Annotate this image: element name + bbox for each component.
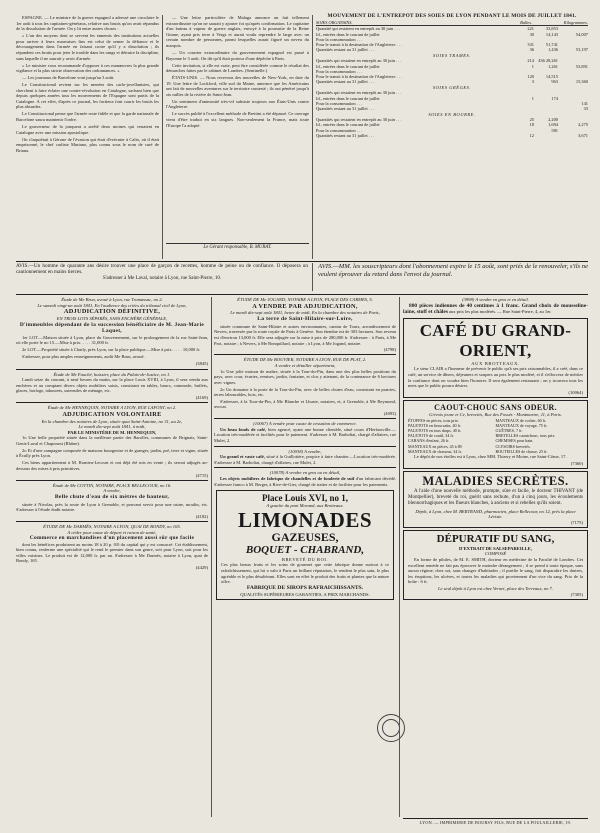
list-item: PALETOTS en beau satin, 40 fr. [408,422,462,428]
column-divider [211,297,212,817]
ad-head: (10067) A vendre pour cause de cessation de commerce. [253,421,357,427]
ad-reference: (4798) [383,347,396,353]
market-cell: 33 [583,105,588,111]
ad-body: 1o Une belle propriété située dans la meilleure partie des Barolles, communes de Brignais, Saint-Genis-Laval et Chaponost (Rhône). [16,435,208,447]
list-item: CABANS d'enfant, 26 fr. [408,438,450,444]
ad-cafe-sale [214,421,396,443]
ad-sub: Le samedi vingt-un août 1841, En l'audience des criées du tribunal civil de Lyon, [37,302,187,308]
market-cell: Pour la consommation . . . [316,127,363,133]
market-cell: 14,515 [545,73,558,79]
ad-head: Étude de Me COTTIN, NOTAIRE, PLACE BELLECOUR, no 16. [52,482,172,488]
news-paragraph: Un sentiment d'animosité très-vif subsiste toujours aux États-Unis contre l'Angleterre. [166,98,309,110]
depuratif-title: DÉPURATIF DU SANG, [436,532,555,545]
ad-reference: (10064) [568,389,583,395]
list-item: ÉTOFFES en pièces, tous prix. [408,417,459,423]
ad-title: ADJUDICATION DÉFINITIVE, [63,308,161,316]
ad-title: Belle chute d'eau de six mètres de hauteur, [54,493,170,500]
market-title: MOUVEMENT DE L'ENTREPÔT DES SOIES DE LYON PENDANT LE MOIS DE JUILLET 1841. [327,13,577,19]
ad-fauche [16,372,208,401]
market-cell: 30 [529,31,534,37]
market-cell: 214 [527,58,534,64]
ad-title: ADJUDICATION VOLONTAIRE [62,410,162,418]
market-cell: Quantité qui restaient en entrepôt au 30 juin . . . [316,26,400,32]
news-paragraph: — Une lettre particulière de Malaga annonce un fait tellement extraordinaire qu'on ne saurait y ajouter foi qu'après confirmation. Le capitaine d'un bateau à vapeur de guerre anglais, envoyé à la poursuite de la Reine Gitane, ayant pris terre à Vergs et aurait voulu reprendre le large avec un certain nombre de personnes, parmi lesquelles aurait figuré un neveu du marquis. [166,15,309,48]
market-cell: 120 [527,73,534,79]
market-cell: 18 [529,122,534,128]
ad-indiennes [403,297,588,316]
ad-body: 2o Et d'une campagne composée de maisons bourgeoise et de granger, jardin, pré, terre et vigne, située à Écully près Lyon. [16,447,208,459]
market-cell: 14,143 [545,31,558,37]
limonades-sub: A gauche du pont Morand, aux Brotteaux. [266,503,344,509]
ad-body [214,427,396,444]
news-paragraph: Le gouverneur de la jonquera a arrêté deux moines qui venaient en Catalogne avec une mission apostolique. [16,124,159,135]
ad-divider [16,402,208,403]
ad-sub: EN TROIS LOTS SÉPARÉS, SANS ENCHÈRE GÉNÉRALE, [56,315,168,321]
list-item: PALETOTS de coutil, 34 fr. [408,433,454,439]
market-cell: 581 [551,127,558,133]
ad-reference: (7305) [570,591,583,597]
depuratif-depot: Le seul dépôt à Lyon est chez Vernet, place des Terreaux, no 7. [438,586,553,592]
ad-body: Le sieur CLAIR a l'honneur de prévenir le public qu'à ses prix raisonnables, il a créé, dans ce café, un service de dîners, déjeuners et soupers au prix le plus modéré, et il s'efforcera de mériter la confiance dont on voudra bien l'honorer. Il sera également restaurant ; on y trouvera tous les mets que le public pourra désirer. [408,366,583,389]
depuratif-sub: D'EXTRAIT DE SALSEPAREILLE, [459,545,532,551]
news-paragraph: — Les journaux de Barcelone vont jusqu'au 3 août. [22,75,115,81]
market-cell: Id., entrées dans le courant de juillet [316,63,380,69]
news-paragraph: » Le ministre vous recommande d'opposer à ces manœuvres la plus grande vigilance et la plus stricte observation des ordonnances. » [16,62,159,74]
ad-sub: PAR LE MINISTÈRE DE M. HENNEQUIN, [67,429,157,435]
ad-title: A VENDRE PAR ADJUDICATION, [252,302,358,310]
printer-footer: LYON. — IMPRIMERIE DE BOURSY FILS, RUE DE LA POULAILLERIE, 19. [419,820,572,825]
market-cell: 15,360 [575,79,588,85]
market-cell [534,133,558,138]
banner-top-rule [16,261,588,262]
notice-right [318,263,588,293]
market-cell: 1,261 [548,63,558,69]
caoutchouc-title: CAOUT-CHOUC SANS ODEUR. [434,402,557,412]
ad-title: Un beau fonds de café, [220,426,267,432]
ad-body [214,476,396,487]
list-item: MANTEAUX de chasseur, 34 fr. [408,448,462,454]
notice-left-text: AVIS.—Un homme de quarante ans désire trouver une place de garçon de recettes, homme de peine ou de confiance. Il déposera un cautionnement en mains tierces. [16,263,308,276]
ad-hennequin [16,405,208,477]
ad-body: située à Nivolas, près la route de Lyon à Grenoble, et pouvant servir pour une usine, moulin, etc. S'adresser à l'étude dudit notaire. [16,501,208,513]
list-item: CHEMISES pour bain. [495,438,534,444]
caoutchouc-ad [403,400,588,469]
notice-left-address: S'adresser à Me Laval, notaire à Lyon, rue Saint-Pierre, 10. [102,275,222,281]
market-cell: 51,741 [545,41,558,47]
ad-text: situé à la Guillotière, propice à faire chantier.—Location très-modérée. S'adresser à M. Barboliat, chargé d'affaires, rue Mulet, 2. [214,454,396,465]
ad-title: Les objets mobiliers de fabrique de chandelles et de fonderie de suif [220,476,355,481]
ad-jogand [214,297,396,352]
ad-sub: Le mardi dix-sept août 1841, heure de midi, En la chambre des notaires de Paris, [230,310,380,316]
ads-column-2 [214,297,396,817]
market-cell [534,106,558,111]
caoutchouc-list-left [408,418,496,454]
footer-rule [403,818,588,819]
ad-body: A l'aide d'une nouvelle méthode, prompte, sûre et facile, le docteur THIVANT (de Montpellier), breveté du roi, guérit sans rechute, d'un à cinq jours, les écoulements blennorrhagiques et les flueurs blanches, à anciens et si rebelles qu'ils soient. [408,488,583,507]
ad-head: ÉTUDE DE Me JOGAND, NOTAIRE A LYON, PLACE DES CARMES, 5. [237,297,373,302]
list-item: MANTEAUX de cocher, 60 fr. [495,417,547,423]
market-row [316,106,588,111]
ad-text: aux prix les plus modérés. — Rue Saint-Pierre, 4, au 1er. [449,309,552,315]
market-cell: 36 [529,47,534,53]
news-paragraph: Le Constitucional revient sur les menées des carlo-jovellanistes, qui cherchent à faire éclater une contre-révolution en Catalogne, sachant bien que depuis quelques années tous les mouvements de l'Espagne sont partis de la Catalogne. A cet effet, d'après ce journal, les factieux font courir les bruits les plus absurdes. [16,82,159,110]
ad-reference: (4715) [195,472,208,478]
column-divider [312,263,313,291]
list-item: BRETELLES caoutchouc, tous prix. [495,433,556,439]
ad-sub: Le mardi dix-sept août 1841, à midi, [78,424,146,430]
market-cell: 331 [527,41,534,47]
limonades-maker: BOQUET - CHABRAND, [245,543,365,556]
market-cell: 25 [529,117,534,123]
ad-divider [214,354,396,355]
ad-sub: A céder pour cause de départ et raison de santé, [67,529,157,535]
market-cell: Quantités restant au 31 juillet . . . [316,47,375,53]
ad-head: Étude de Me Brun, avoué à Lyon, rue Tramassac, no 2. [61,297,163,302]
news-paragraph: Cette invitation, si elle est vraie, peut être considérée comme le résultat des démarches faites par le cabinet de Londres. (Sentinelle.) [166,62,309,74]
market-row [316,47,588,52]
market-cell: 1,694 [548,122,558,128]
ad-head: (10078) A vendre en gros ou en détail, [269,470,341,476]
market-head-balles: Balles. [520,20,532,26]
limonades-fabrique: FABRIQUE DE SIROPS RAFRAICHISSANTS. [246,584,364,591]
ad-sub: En la chambre des notaires de Lyon, située quai Saint-Antoine, no 31, au 2e, [41,418,183,424]
limonades-place: Place Louis XVI, no 1, [261,493,348,504]
ad-title: La terre de Saint-Hilaire-sur-Loire, [257,315,353,322]
ad-divider [16,480,208,481]
cafe-grand-orient-ad [403,318,588,398]
market-body [316,26,588,138]
market-cell: 141 [581,100,588,106]
gerant-line: Le Gérant responsable, B. MURAT. [166,243,309,250]
market-category: SOIES GRÈGES. [432,85,472,91]
ad-title: 800 pièces indiennes de 40 centimes à 1 franc. Grand choix de mousseline-laine, stoff et châles [403,302,588,316]
cafe-title: CAFÉ DU GRAND-ORIENT, [419,320,572,360]
ads-column-3 [403,297,588,817]
ad-cottin [16,483,208,519]
silk-market-table [316,13,588,258]
ad-divider [214,446,396,447]
market-cell: Quantités qui restaient en entrepôt au 30 juin . . . [316,117,402,123]
market-cell: 221 [527,26,534,32]
maladies-secretes-ad [403,471,588,528]
market-row [316,79,588,84]
limonades-ad [216,490,394,600]
news-paragraph: On s'inquiétait à Gérone de l'évasion qui était d'exécuter à Calix, où il était emprisonné, le chef carliste Mariano, plus connu sous le nom de curé de Briana. [16,136,159,153]
ad-brun [16,297,208,366]
market-cell: 1 [531,63,534,69]
ad-body: 1er LOT.—Maison située à Lyon, place du Gouvernement, sur le prolongement de la rue Saint-Jean, où elle porte le no 15.—Mise à prix. . . . . 31,000 fr. [16,334,208,346]
depuratif-sub2: COMPOSÉ [484,551,507,557]
market-cell: Quantités restant au 31 juillet . . . [316,132,375,138]
market-cell: 53,891 [575,63,588,69]
column-divider [162,15,163,259]
ad-title: Un grand et vaste café, [220,454,265,460]
market-cell: Pour le transit à la destination de l'Angleterre . . . [316,41,403,47]
ad-body: 1o Une jolie maison de maître, située à la Tour-du-Pin, dans une des plus belles positions du pays, avec cour, écuries, remises, jardin, fontaine, et clos y attenant, de la contenance de 6 hectares avec vignes. [214,368,396,385]
limonades-title: LIMONADES [237,507,373,532]
market-cell: 3 [531,79,534,85]
ad-reference: (7360) [570,460,583,466]
market-cell: 54,007 [575,31,588,37]
list-item: GUÊTRES, 7 fr. [495,427,523,433]
ad-divider [214,467,396,468]
news-column-2 [166,15,309,241]
column-divider [312,15,313,259]
ad-body [403,303,588,316]
ad-chandelles [214,470,396,487]
maladies-depot: Dépôt, à Lyon, chez M. BERTRAND, pharmacien, place Bellecour, no 12, près la place Léviste. [415,508,576,520]
ad-body: 2o Un domaine à la porte de la Tour-du-Pin, avec de belles chutes d'eau, consistant en prairies, terres labourables, bois, etc. [214,386,396,398]
ad-body: Ces biens appartiennent à M. Romieu-Lecourt et ont déjà été mis en vente ; ils seront adjugés au-dessous des mises à prix primitives. [16,460,208,471]
market-head-label: SOIES ORGANSINS. [316,20,353,26]
ad-body: 2e LOT.—Propriété située à Charly, près Lyon, sur la place publique.—Mise à prix. . . . . 10,000 fr. [22,347,201,353]
market-cell: Id., entrées dans le courant de juillet [316,95,380,101]
news-column-1 [16,15,159,241]
market-cell: 3,671 [578,132,588,138]
market-cell: Quantités qui restaient en entrepôt au 30 juin . . . [316,90,402,96]
market-cell: 12 [529,132,534,138]
caoutchouc-list-right [496,418,584,454]
list-item: MANTEAUX de voyage, 75 fr. [495,422,548,428]
market-cell: 1,436 [548,47,558,53]
ad-divider [16,521,208,522]
news-paragraph: ESPAGNE. — Le ministre de la guerre espagnol a adressé une circulaire le 1er août à tous les capitaines-généraux, relative aux bruits qu'on avait répandus de la dissolution de l'armée. On y lit entre autres choses : [16,15,159,32]
ad-reference: (7175) [570,519,583,525]
news-paragraph: ÉTATS-UNIS. — Nous recevons des nouvelles de New-York, en date du 19. Une lettre de Lockford, ville sud du Maine, annonce que les Américains ont fait de nouvelles aventures sur le territoire contesté ; ils ont pénétré jusqu'à six milles de la rivière de Saint-Jean. [166,75,309,97]
ad-text: bien agencé, ayant une bonne clientèle, situé cours d'Herbouville.—Location très-modérée et facilités pour le paiement. S'adresser à M. Barboliat, chargé d'affaires, rue Mulet, 2. [214,426,396,444]
ad-head: Étude de Me HENNEQUIN, NOTAIRE A LYON, RUE LAFONT, no 2. [47,405,177,411]
ad-divider [214,418,396,419]
ad-reference: (4182) [195,513,208,519]
ad-body: Lundi seize du courant, à neuf heures du matin, sur la place Louis XVIII, à Lyon, il sera vendu aux enchères et au comptant divers objets mobiliers saisis, consistant en tables, bancs, commode, buffets, glaces, horloge, tabourets, ustensiles de ménage, etc. [16,377,208,394]
ad-reference: (4169) [195,395,208,401]
library-stamp-inner-icon [382,719,400,737]
news-paragraph: Le succès publié à l'excellent méthode de Breitini a été dépassé. Ce ouvrage vient d'être traduit en six langues. Non-seulement la France, mais toute l'Europe l'a adopté. [166,111,309,128]
ad-grand-cafe [214,449,396,466]
ad-head: (3998) A vendre en gros et en détail. [462,297,529,302]
list-item: MANTEAUX en pièces, 45 à 80 [408,443,462,449]
ad-reference: (4429) [195,565,208,571]
ads-column-1 [16,297,208,817]
banner-bottom-rule [16,294,588,295]
ad-divider [16,369,208,370]
market-cell: 53,197 [575,47,588,53]
ad-body: Le dépôt de nos étoffes est à Lyon, chez MM. Thierry et Moine, rue Saint-Côme, 17. [414,453,567,459]
ad-reference: (4093) [383,411,396,417]
ad-body: En forme de pilules, de M. E. SMITH, docteur en médecine de la Faculté de Londres. Cet excellent remède ne fait pas éprouver le moindre dérangement ; il se prend à toute époque, sans aucun régime, chez soi, sans changer d'habitudes ; il purifie le sang, fait disparaître les dartres, les éruptions, les ulcères, et toutes les maladies qui proviennent d'un vice du sang. Prix de la boîte : 6 fr. [408,556,583,585]
ad-bouvier [214,357,396,416]
market-cell: Pour la consommation . . . [316,36,363,42]
limonades-brevet: BREVETÉ DU ROI. [281,556,329,562]
market-cell: 436 28,261 [538,58,558,64]
market-cell: 1 [531,95,534,101]
market-head-kilos: Kilogrammes. [563,20,588,26]
list-item: BOUTEILLES de chasse, 25 fr. [495,448,548,454]
maladies-title: MALADIES SECRÈTES. [422,473,569,488]
ad-text: d'un fabricant décédé. S'adresser franco à M. Berger, à Rive-de-Gier, chargé de traiter et de faciliter pour les paiements. [214,476,396,487]
market-cell: Pour la consommation . . . [316,100,363,106]
ad-sub: A vendre et détailler séparément, [274,362,336,368]
subscriber-notice: AVIS.—MM. les souscripteurs dont l'abonnement expire le 15 août, sont priés de le renouveler, s'ils ne veulent éprouver du retard dans l'envoi du journal. [318,263,588,278]
notice-left [16,263,308,293]
limonades-qualites: QUALITÉS SUPÉRIEURES GARANTIES, A PRIX MARCHANDS. [240,591,370,597]
limonades-body: Ces plus beaux fruits et les soins de gourmet que cette fabrique donne surtout à ce rafraîchissement, qui lui a valu à Paris un brillant réputation, le rendent le plus sain, le plus agréable et le plus désaltérant. Elles sont en effet le produit des fruits et plantes que la nature offre. [221,562,389,585]
market-cell: 33,853 [545,26,558,32]
ad-body: S'adresser, à la Tour-du-Pin, à Me Blanche et Lhuste, notaires, et, à Grenoble, à Me Reymond, avocat. [214,398,396,410]
ad-head: Étude de Me Fauché, huissier, place du Palais-de-Justice, no 1. [53,371,171,377]
list-item: PALETOTS en tous draps, 40 fr. [408,427,462,433]
market-cell: 2,275 [578,122,588,128]
list-item: CLYSOIRS brevetés. [495,443,531,449]
ad-head: (10038) A vendre, [288,448,322,454]
ad-body [214,454,396,465]
market-cell: Quantités restant au 31 juillet . . . [316,79,375,85]
market-cell: Quantités restant au 31 juillet . . . [316,105,375,111]
ad-body: S'adresser, pour plus amples renseignements, audit Me Brun, avoué. [22,353,145,359]
ad-sub: A vendre, [103,488,121,494]
market-cell: 2,200 [548,117,558,123]
market-cell: Id., entrées dans le courant de juillet [316,122,380,128]
ad-body: située commune de Saint-Hilaire et autres environnantes, canton de Tours, arrondissement de Nevers, traversée par la route royale de Paris à Genève. Son étendue est de 303 hectares. Son revenu est d'environ 13,000 fr. Elle sera adjugée sur la mise à prix de 280,000 fr. S'adresser : à Paris, à Me Prot, notaire ; à Nevers, à Me Bonquillard, notaire ; à Lyon, à Me Jogand, notaire. [214,323,396,346]
ad-head: ÉTUDE DE Me DARMÈS, NOTAIRE A LYON, QUAI DE BONDY, no 165. [43,523,181,529]
caoutchouc-sub: Grivois jeune et Ce, brevetés, Rue des Fossés - Montmartre, 11, à Paris. [429,411,562,417]
market-cell: Pour la consommation . . . [316,68,363,74]
news-paragraph: Le Constitucional pense que l'armée reste fidèle et que la garde nationale de Barcelone saura maintenir l'ordre. [16,111,159,123]
market-cell: Id., entrées dans le courant de juillet [316,31,380,37]
news-paragraph: — Un courrier extraordinaire du gouvernement espagnol est passé à Bayonne le 3 août. On dit qu'il était porteur d'une dépêche à Paris. [166,49,309,61]
ad-body: dont les bénéfices produisent au moins 18 à 20 p. 0/0 du capital qui y est consacré. Cet établissement, bien connu, renferme une spécialité qui le rend le premier dans son genre, soit pour Lyon, soit pour les villes voisines. Le produit est de 12,000 fr. par an. S'adresser à Me Darmès, notaire à Lyon, quai de Bondy, 165. [16,541,208,564]
market-cell [518,106,534,111]
market-category: SOIES TRAMES. [432,53,472,59]
cafe-sub: AUX BROTTEAUX. [471,360,520,366]
market-cell: 174 [551,95,558,101]
news-paragraph: « L'un des moyens dont se servent les ennemis des institutions actuelles pour arriver à leurs mauvaises fins est celui de semer la défiance et le découragement dans l'armée en faisant croire qu'il y a dissolution ; ils répandent ces bruits pour jeter le trouble dans les rangs et détruire la discipline, sans laquelle il ne saurait y avoir d'armée. [16,33,159,61]
ad-head: ÉTUDE DE Me BOUVIER, NOTAIRE A LYON, RUE DE PLAT, 2. [243,357,367,363]
market-category: SOIES EN BOURRE. [428,112,476,118]
depuratif-ad [403,530,588,600]
ad-reference: (3845) [195,360,208,366]
market-cell: 963 [551,79,558,85]
market-row [316,133,588,138]
ad-title: D'immeubles dépendant de la succession bénéficiaire de M. Jean-Marie Laquet, [19,321,205,335]
market-cell: Pour le transit à la destination de l'Angleterre . . . [316,73,403,79]
ad-darmes [16,524,208,570]
market-cell: Quantités qui restaient en entrepôt au 30 juin . . . [316,58,402,64]
column-divider [399,297,400,817]
limonades-gazeuses: GAZEUSES, [271,529,339,544]
ad-title: Commerce en marchandises d'un placement aussi sûr que facile [29,535,195,542]
